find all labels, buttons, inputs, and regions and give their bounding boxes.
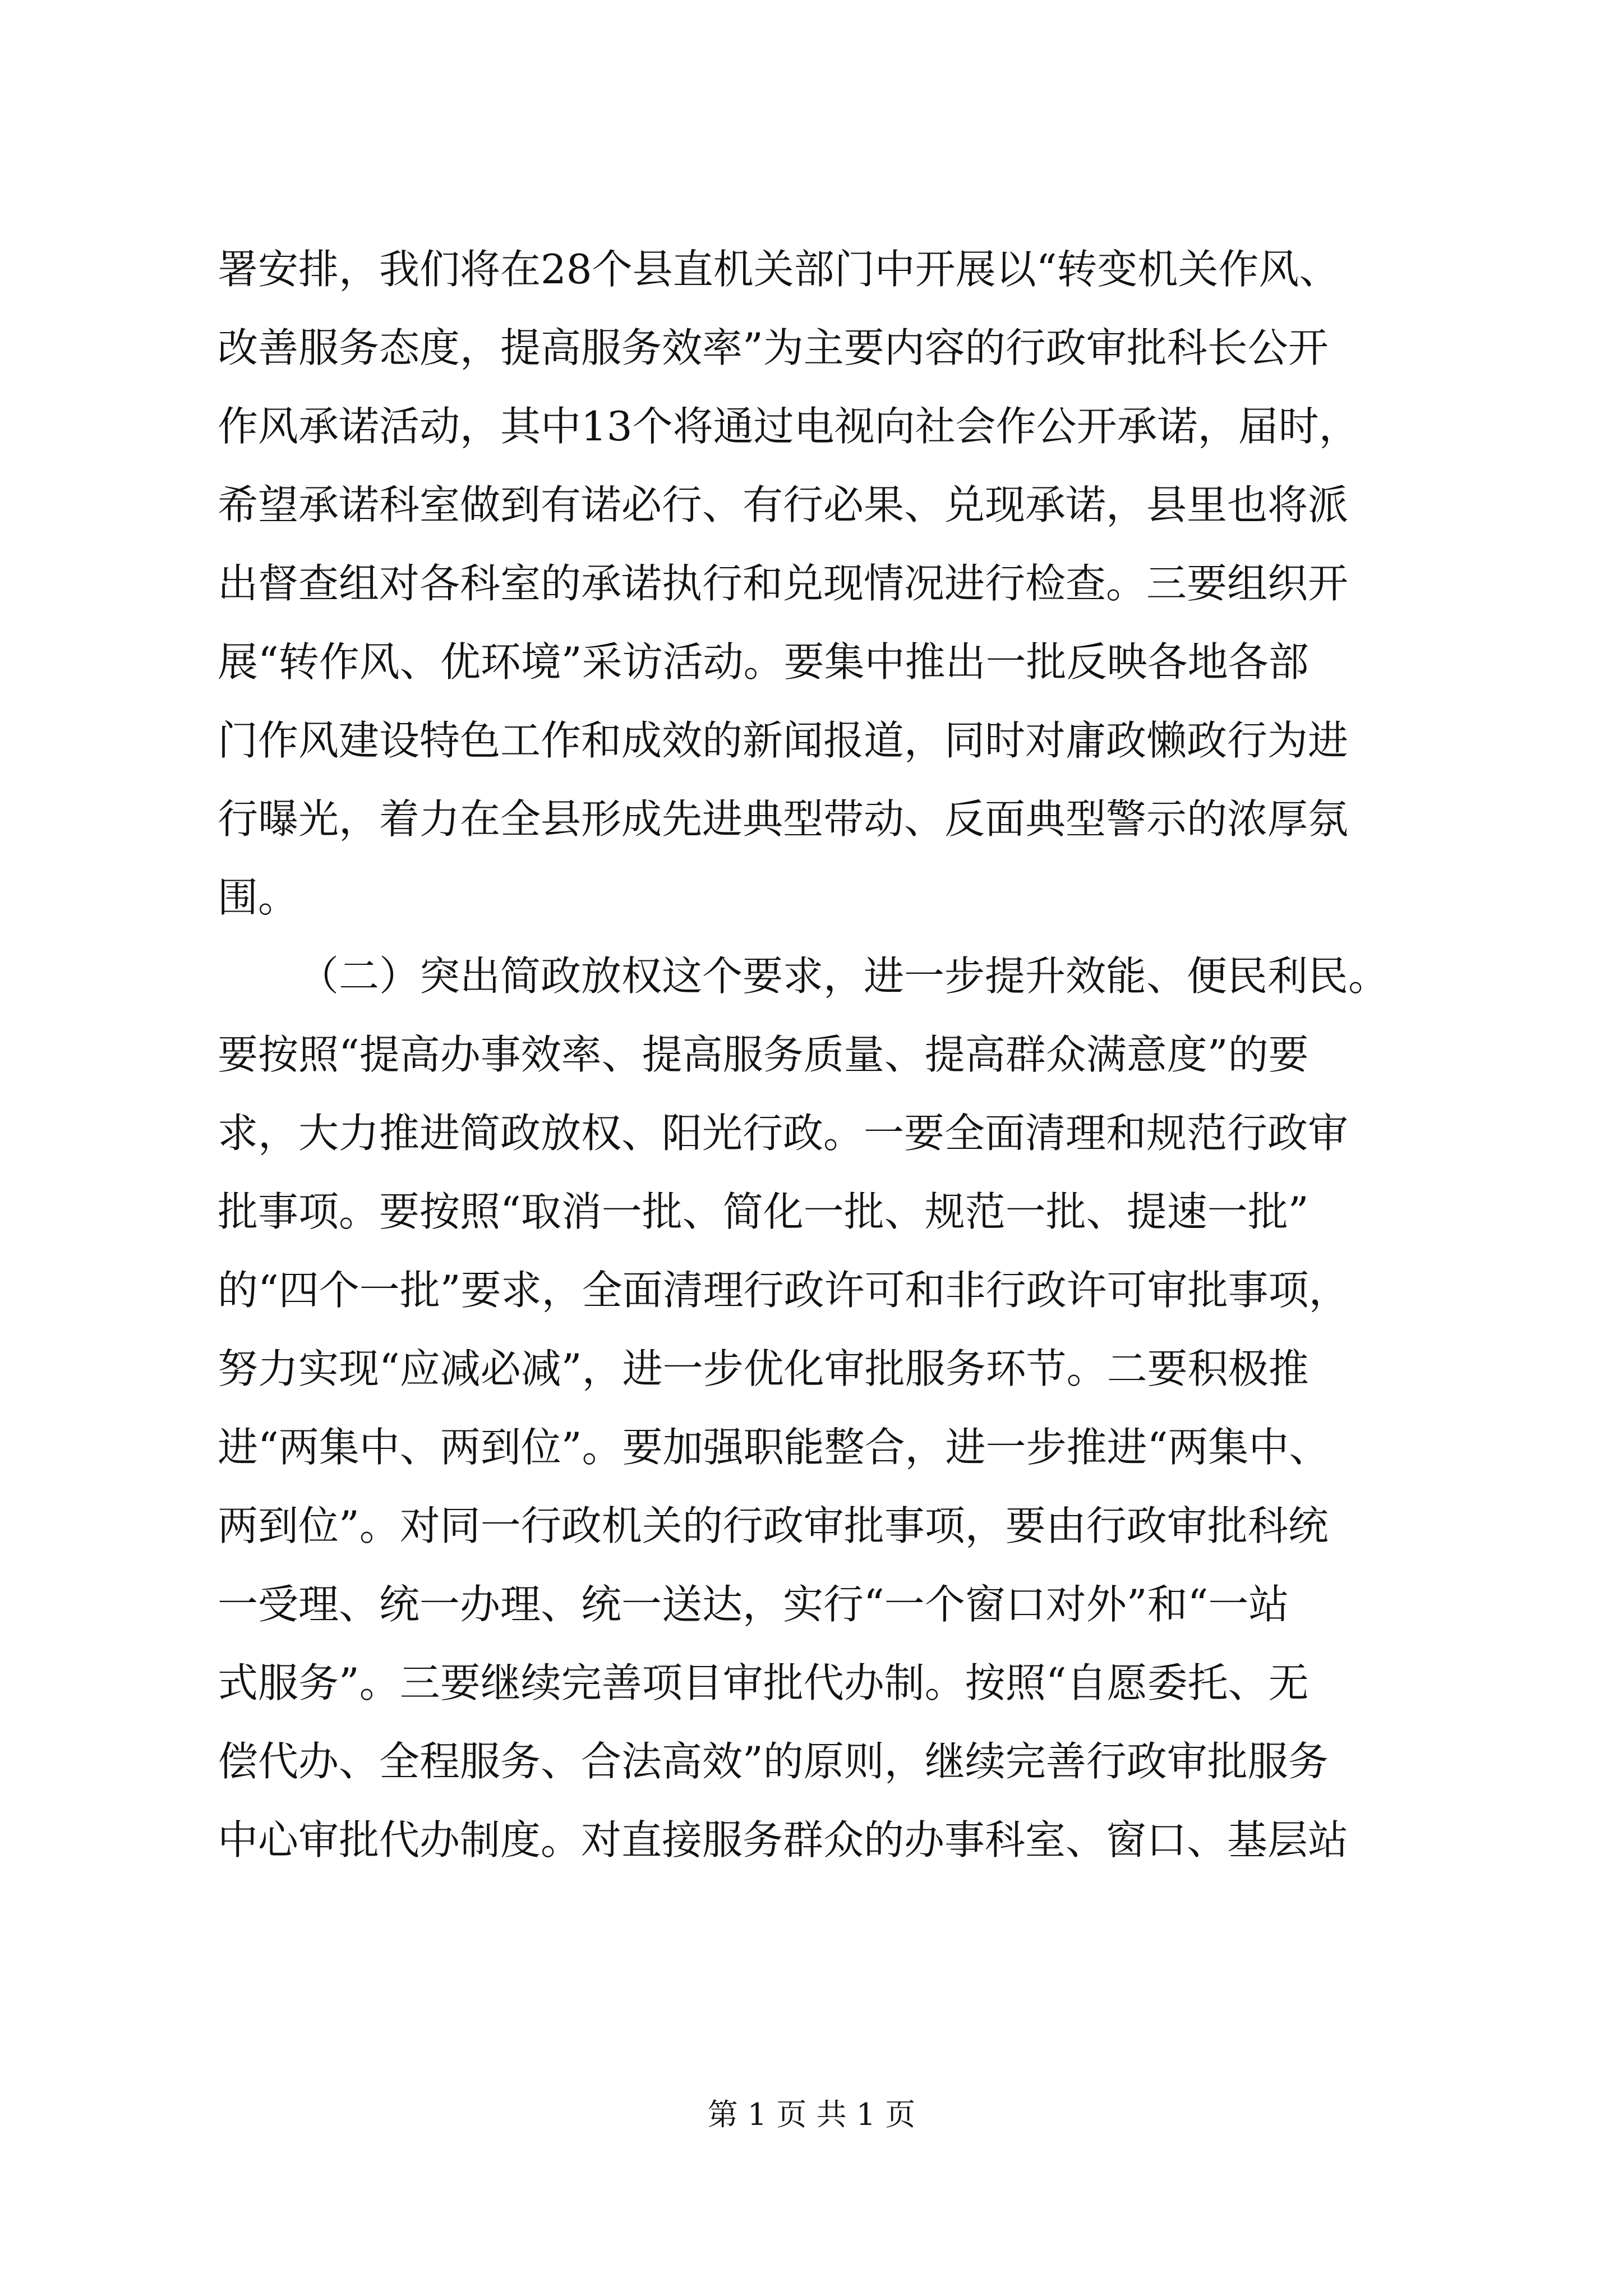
text-line: 希望承诺科室做到有诺必行、有行必果、兑现承诺，县里也将派	[218, 481, 1349, 528]
text-line: 求，大力推进简政放权、阳光行政。一要全面清理和规范行政审	[218, 1110, 1349, 1157]
section-heading-line: （二）突出简政放权这个要求，进一步提升效能、便民利民。	[298, 953, 1389, 1000]
text-line: 要按照“提高办事效率、提高服务质量、提高群众满意度”的要	[218, 1031, 1309, 1078]
text-line: 改善服务态度，提高服务效率”为主要内容的行政审批科长公开	[218, 324, 1329, 371]
text-line: 署安排，我们将在28个县直机关部门中开展以“转变机关作风、	[218, 246, 1340, 293]
text-line: 两到位”。对同一行政机关的行政审批事项，要由行政审批科统	[218, 1502, 1329, 1549]
text-line: 偿代办、全程服务、合法高效”的原则，继续完善行政审批服务	[218, 1738, 1329, 1785]
text-line: 的“四个一批”要求，全面清理行政许可和非行政许可审批事项，	[218, 1267, 1349, 1314]
text-line: 进“两集中、两到位”。要加强职能整合，进一步推进“两集中、	[218, 1424, 1330, 1471]
text-line: 展“转作风、优环境”采访活动。要集中推出一批反映各地各部	[218, 638, 1309, 685]
text-line: 门作风建设特色工作和成效的新闻报道，同时对庸政懒政行为进	[218, 717, 1349, 764]
text-line: 围。	[218, 874, 299, 921]
text-line: 作风承诺活动，其中13个将通过电视向社会作公开承诺，届时，	[218, 403, 1359, 450]
page-footer	[0, 2092, 1623, 2137]
text-line: 行曝光，着力在全县形成先进典型带动、反面典型警示的浓厚氛	[218, 795, 1349, 843]
text-line: 努力实现“应减必减”，进一步优化审批服务环节。二要积极推	[218, 1345, 1309, 1392]
text-line: 批事项。要按照“取消一批、简化一批、规范一批、提速一批”	[218, 1188, 1309, 1235]
text-line: 一受理、统一办理、统一送达，实行“一个窗口对外”和“一站	[218, 1581, 1289, 1628]
text-line: 式服务”。三要继续完善项目审批代办制。按照“自愿委托、无	[218, 1659, 1309, 1706]
text-line: 中心审批代办制度。对直接服务群众的办事科室、窗口、基层站	[218, 1816, 1349, 1864]
text-line: 出督查组对各科室的承诺执行和兑现情况进行检查。三要组织开	[218, 560, 1349, 607]
page-number-label: 第 1 页 共 1 页	[707, 2097, 916, 2132]
